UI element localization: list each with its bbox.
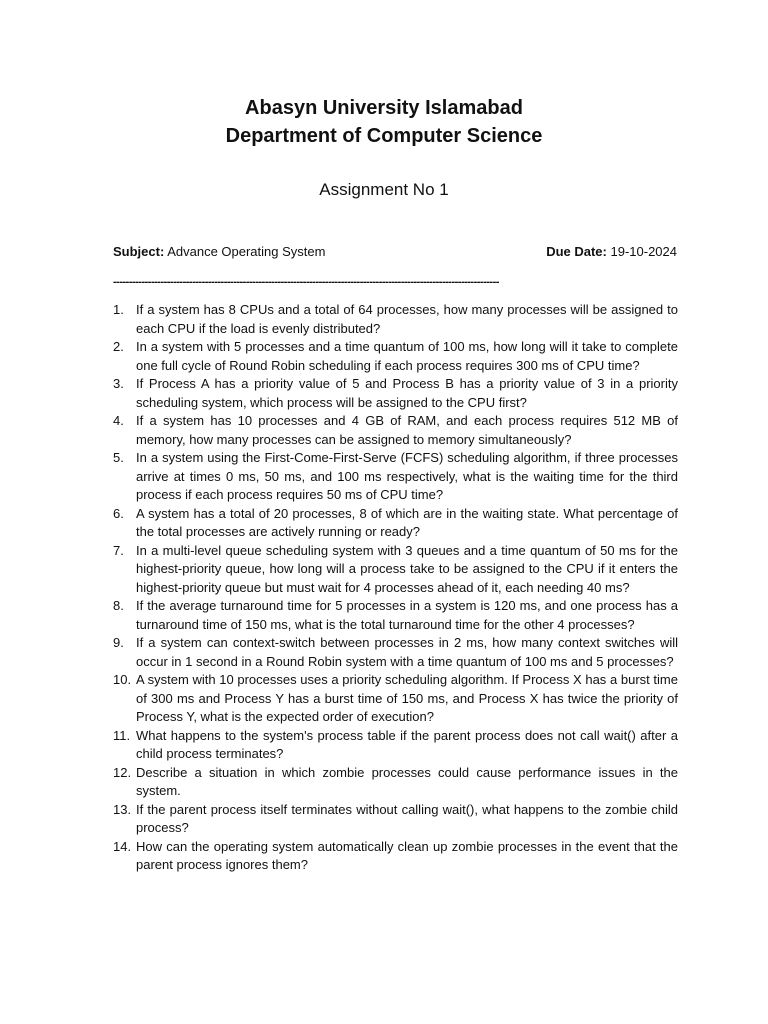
question-item (113, 838, 678, 875)
question-item (113, 764, 678, 801)
question-list (113, 301, 678, 875)
question-number: 13. (113, 801, 132, 817)
question-number: 12. (113, 764, 132, 780)
question-text: If the average turnaround time for 5 processes in a system is 120 ms, and one process has a turnaround time of 150 ms, what is the total turnaround time for the other 4 processes? (136, 598, 678, 632)
question-item (113, 634, 678, 671)
question-item (113, 505, 678, 542)
question-number: 10. (113, 672, 132, 687)
question-text: If Process A has a priority value of 5 and Process B has a priority value of 3 in a priority scheduling system, which process will be assigned to the CPU first? (136, 376, 678, 410)
question-item (113, 597, 678, 634)
question-text: If a system has 10 processes and 4 GB of RAM, and each process requires 512 MB of memory, how many processes can be assigned to memory simultaneously? (136, 413, 678, 447)
question-text: If a system can context-switch between processes in 2 ms, how many context switches will occur in 1 second in a Round Robin system with a time quantum of 100 ms and 5 processes? (136, 635, 678, 669)
question-item (113, 671, 678, 727)
question-number: 6. (113, 505, 124, 521)
question-item (113, 801, 678, 838)
subject-line (113, 243, 325, 261)
question-item (113, 338, 678, 375)
question-text: A system with 10 processes uses a priority scheduling algorithm. If Process X has a burst time of 300 ms and Process Y has a burst time of 150 ms, and Process X has twice the priority of Process Y, what is the expected order of execution? (136, 672, 678, 724)
question-number: 9. (113, 635, 124, 650)
question-item (113, 301, 678, 338)
question-text: A system has a total of 20 processes, 8 of which are in the waiting state. What percentage of the total processes are actively running or ready? (136, 505, 678, 539)
due-date-line (546, 243, 677, 261)
question-text: In a multi-level queue scheduling system with 3 queues and a time quantum of 50 ms for the highest-priority queue, how long will a process take to be assigned to the CPU if it enters the highest-priority queue but must wait for 4 processes ahead of it, each needing 40 ms? (136, 542, 678, 595)
subject-value: Advance Operating System (167, 244, 326, 259)
question-number: 8. (113, 598, 124, 613)
department-name: Department of Computer Science (225, 125, 543, 147)
university-name: Abasyn University Islamabad (245, 97, 523, 119)
question-number: 5. (113, 450, 124, 465)
question-number: 2. (113, 339, 124, 354)
question-text: In a system using the First-Come-First-Serve (FCFS) scheduling algorithm, if three processes arrive at times 0 ms, 50 ms, and 100 ms respectively, what is the waiting time for the third process if each process requires 50 ms of CPU time? (136, 450, 678, 502)
due-date-label: Due Date: (546, 244, 607, 259)
question-item (113, 375, 678, 412)
question-text: If a system has 8 CPUs and a total of 64 processes, how many processes will be assigned to each CPU if the load is evenly distributed? (136, 302, 678, 336)
question-text: If the parent process itself terminates without calling wait(), what happens to the zombie child process? (136, 801, 678, 835)
question-number: 7. (113, 542, 124, 558)
assignment-title: Assignment No 1 (319, 180, 449, 199)
question-item (113, 727, 678, 764)
assignment-meta (113, 243, 677, 261)
question-number: 1. (113, 302, 124, 317)
question-text: How can the operating system automatically clean up zombie processes in the event that the parent process ignores them? (136, 838, 678, 872)
due-date-value: 19-10-2024 (610, 244, 677, 259)
subject-label: Subject: (113, 244, 165, 259)
question-number: 4. (113, 413, 124, 428)
question-item (113, 412, 678, 449)
question-text: Describe a situation in which zombie processes could cause performance issues in the system. (136, 764, 678, 798)
question-number: 11. (113, 727, 131, 743)
question-number: 3. (113, 376, 124, 391)
question-text: What happens to the system's process table if the parent process does not call wait() after a child process terminates? (136, 727, 678, 761)
question-number: 14. (113, 838, 132, 854)
question-text: In a system with 5 processes and a time quantum of 100 ms, how long will it take to complete one full cycle of Round Robin scheduling if each process requires 300 ms of CPU time? (136, 339, 678, 373)
question-item (113, 449, 678, 505)
separator-line: -------------------------------------------------------------------------------------------------------------------------- (113, 276, 499, 288)
question-item (113, 542, 678, 598)
